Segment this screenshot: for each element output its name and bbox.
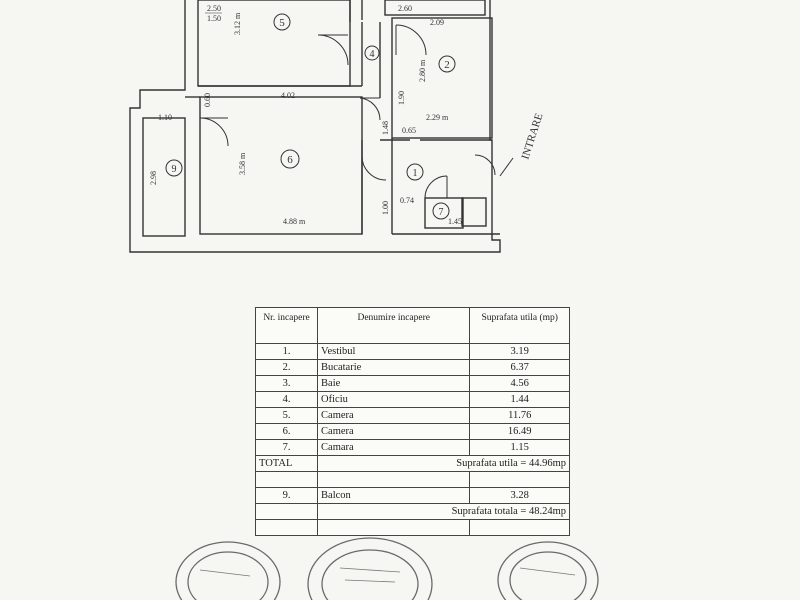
table-row — [256, 360, 570, 376]
dim-r2-top: 2.09 — [430, 18, 444, 27]
room-area-table — [255, 307, 570, 536]
row-area: 3.28 — [470, 488, 570, 504]
table-header-row — [256, 308, 570, 344]
entrance — [500, 112, 546, 176]
row-nr: 4. — [256, 392, 318, 408]
stamp-seal-left — [176, 542, 280, 600]
dim-190: 1.90 — [397, 91, 406, 105]
spacer-row — [256, 472, 570, 488]
row-name: Camera — [318, 424, 470, 440]
row-nr: 3. — [256, 376, 318, 392]
table-row — [256, 344, 570, 360]
table-row — [256, 376, 570, 392]
row-name: Oficiu — [318, 392, 470, 408]
total-row — [256, 456, 570, 472]
table-row — [256, 440, 570, 456]
balcony-row — [256, 488, 570, 504]
header-area: Suprafata utila (mp) — [470, 308, 570, 344]
dim-r2-w: 2.29 m — [426, 113, 449, 122]
row-area: 6.37 — [470, 360, 570, 376]
marker-2: 2 — [444, 59, 450, 71]
plan-walls — [130, 0, 500, 252]
row-name: Vestibul — [318, 344, 470, 360]
total-label: TOTAL — [256, 456, 318, 472]
dim-top-right: 2.60 — [398, 4, 412, 13]
dim-145: 1.45 — [448, 217, 462, 226]
dim-074: 0.74 — [400, 196, 414, 205]
dim-balcony-h: 2.98 — [149, 171, 158, 185]
row-area: 11.76 — [470, 408, 570, 424]
row-name: Balcon — [318, 488, 470, 504]
dim-100: 1.00 — [381, 201, 390, 215]
useful-total: Suprafata utila = 44.96mp — [318, 456, 570, 472]
table-row — [256, 408, 570, 424]
row-nr: 6. — [256, 424, 318, 440]
dimension-labels — [149, 4, 462, 226]
dim-060: 0.60 — [203, 93, 212, 107]
row-nr: 1. — [256, 344, 318, 360]
dim-r6-top: 4.02 — [281, 91, 295, 100]
marker-7: 7 — [438, 207, 444, 218]
marker-9: 9 — [171, 164, 177, 175]
dim-r6-h: 3.58 m — [238, 152, 247, 175]
dim-148: 1.48 — [381, 121, 390, 135]
dim-r5-h: 3.12 m — [233, 12, 242, 35]
room-markers — [166, 14, 455, 219]
dim-balcony-w: 1.10 — [158, 113, 172, 122]
official-stamps — [0, 520, 800, 600]
row-nr: 7. — [256, 440, 318, 456]
floor-plan — [0, 0, 800, 270]
marker-4: 4 — [369, 49, 375, 60]
grand-total: Suprafata totala = 48.24mp — [318, 504, 570, 520]
row-name: Baie — [318, 376, 470, 392]
table-row — [256, 424, 570, 440]
marker-1: 1 — [412, 168, 418, 179]
dim-r6-w: 4.88 m — [283, 217, 306, 226]
row-name: Camara — [318, 440, 470, 456]
row-nr: 2. — [256, 360, 318, 376]
row-nr: 5. — [256, 408, 318, 424]
dim-r5-a: 2.50 — [207, 4, 221, 13]
row-area: 4.56 — [470, 376, 570, 392]
dim-065: 0.65 — [402, 126, 416, 135]
dim-r5-b: 1.50 — [207, 14, 221, 23]
row-name: Bucatarie — [318, 360, 470, 376]
entrance-label: INTRARE — [519, 111, 546, 161]
row-name: Camera — [318, 408, 470, 424]
marker-6: 6 — [287, 154, 293, 166]
row-area: 16.49 — [470, 424, 570, 440]
row-area: 3.19 — [470, 344, 570, 360]
row-area: 1.44 — [470, 392, 570, 408]
table-row — [256, 392, 570, 408]
row-area: 1.15 — [470, 440, 570, 456]
marker-5: 5 — [279, 17, 285, 29]
header-name: Denumire incapere — [318, 308, 470, 344]
header-nr: Nr. incapere — [256, 308, 318, 344]
grand-total-row — [256, 504, 570, 520]
row-nr: 9. — [256, 488, 318, 504]
dim-r2-h: 2.80 m — [418, 59, 427, 82]
